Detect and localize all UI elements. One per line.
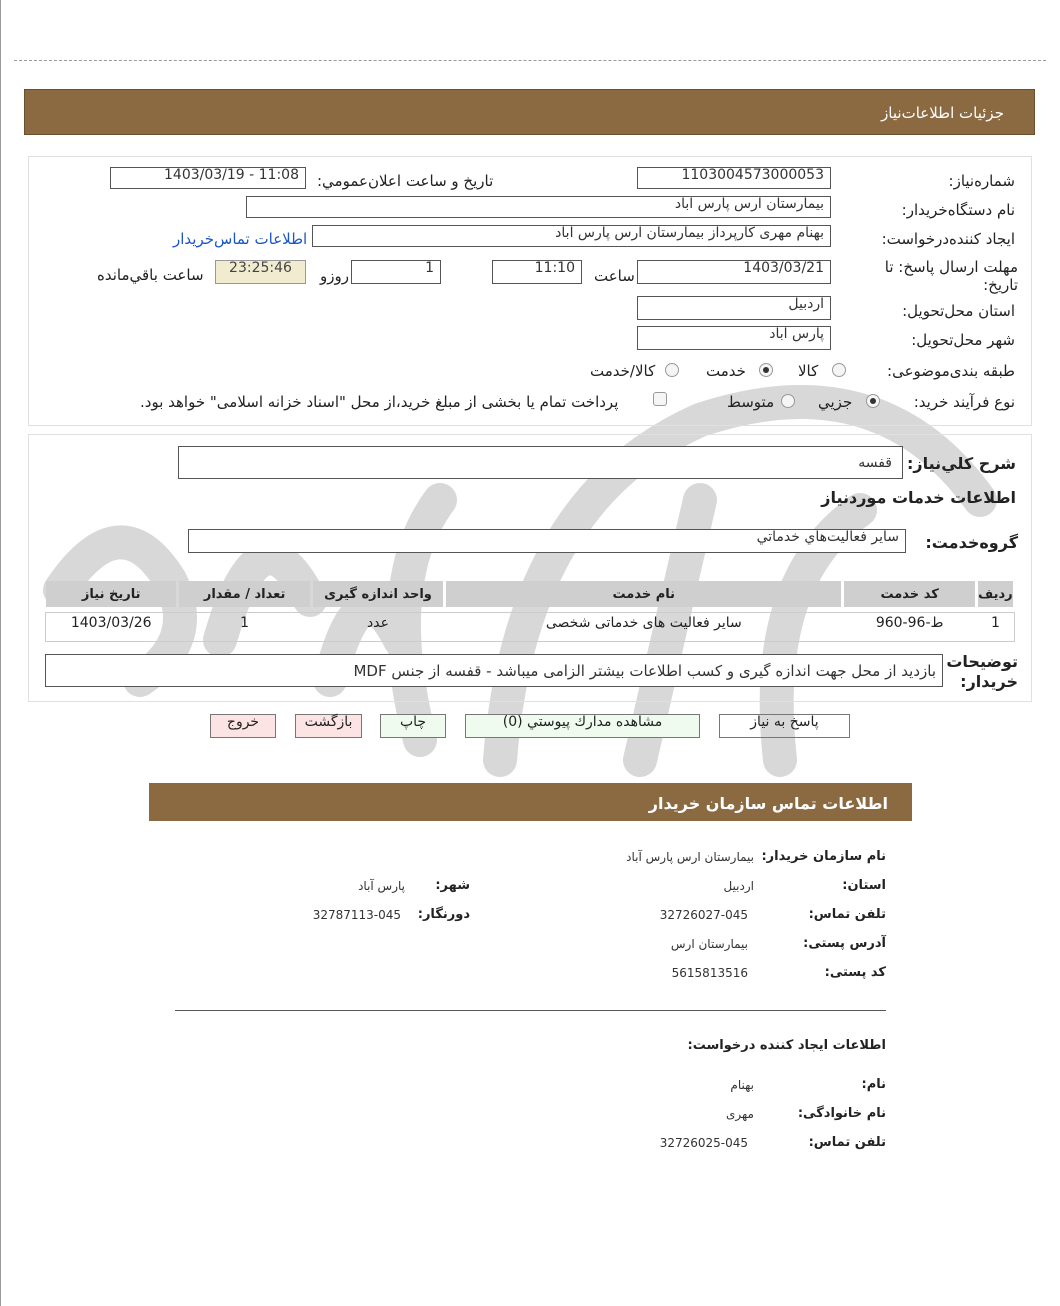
need-number-label: شماره‌نیاز: xyxy=(948,172,1015,190)
services-table xyxy=(43,578,1016,639)
requester-field: بهنام مهری کارپرداز بیمارستان ارس پارس آباد xyxy=(312,225,831,247)
creator-name-value: بهنام xyxy=(730,1078,754,1092)
category-radio-goods[interactable] xyxy=(832,363,846,377)
treasury-payment-checkbox[interactable] xyxy=(653,392,667,406)
reply-button[interactable]: پاسخ به نياز xyxy=(719,714,850,738)
process-option-medium: متوسط xyxy=(727,393,775,411)
contact-divider xyxy=(175,1010,886,1011)
contact-postal-value: 5615813516 xyxy=(671,966,748,980)
deadline-label: مهلت ارسال پاسخ: تا تاريخ: xyxy=(884,258,1018,294)
deadline-hour-label: ساعت xyxy=(594,267,635,285)
announce-date-field: 1403/03/19 - 11:08 xyxy=(110,167,306,189)
category-label: طبقه بندی‌موضوعی: xyxy=(887,362,1015,380)
process-label: نوع فرآيند خريد: xyxy=(913,393,1015,411)
services-heading: اطلاعات خدمات موردنياز xyxy=(821,488,1016,507)
top-divider xyxy=(14,60,1046,61)
treasury-payment-note: پرداخت تمام يا بخشی از مبلغ خريد،از محل "اسناد خزانه اسلامی" خواهد بود. xyxy=(140,393,619,411)
buyer-contact-link[interactable]: اطلاعات تماس‌خريدار xyxy=(173,230,308,248)
buyer-org-field: بیمارستان ارس پارس اباد xyxy=(246,196,831,218)
buyer-notes-field: بازدید از محل جهت اندازه گیری و کسب اطلاعات بیشتر الزامی میباشد - قفسه از جنس MDF xyxy=(45,654,943,687)
contact-postal-label: کد پستی: xyxy=(824,965,886,980)
contact-fax-value: 32787113-045 xyxy=(312,908,401,922)
exit-button[interactable]: خروج xyxy=(210,714,276,738)
need-number-field: 1103004573000053 xyxy=(637,167,831,189)
category-option-service: خدمت xyxy=(706,362,746,380)
deadline-date-field: 1403/03/21 xyxy=(637,260,831,284)
buyer-notes-label: توضيحات خريدار: xyxy=(946,652,1018,691)
city-label: شهر محل‌تحویل: xyxy=(911,331,1015,349)
requester-label: ايجاد كننده‌درخواست: xyxy=(881,230,1015,248)
service-group-field: ساير فعاليت‌هاي خدماتي xyxy=(188,529,906,553)
creator-family-value: مهری xyxy=(726,1107,754,1121)
contact-province-value: اردبیل xyxy=(723,879,754,893)
days-field: 1 xyxy=(351,260,441,284)
category-radio-service[interactable] xyxy=(759,363,773,377)
contact-address-label: آدرس پستی: xyxy=(803,936,886,951)
col-quantity: تعداد / مقدار xyxy=(179,581,309,607)
province-label: استان محل‌تحویل: xyxy=(902,302,1015,320)
contact-org-label: نام سازمان خریدار: xyxy=(761,849,886,864)
process-radio-minor[interactable] xyxy=(866,394,880,408)
creator-section-title: اطلاعات ایجاد کننده درخواست: xyxy=(687,1038,886,1053)
contact-phone-value: 32726027-045 xyxy=(659,908,748,922)
col-row-number: رديف xyxy=(978,581,1013,607)
cell-need-date: 1403/03/26 xyxy=(70,615,152,631)
creator-family-label: نام خانوادگی: xyxy=(797,1106,886,1121)
contact-address-value: بیمارستان ارس xyxy=(670,937,748,951)
cell-service-name: سایر فعالیت های خدماتی شخصی xyxy=(545,615,742,631)
services-table-header xyxy=(46,581,1013,607)
deadline-time-field: 11:10 xyxy=(492,260,582,284)
contact-org-value: بیمارستان ارس پارس آباد xyxy=(626,850,754,864)
col-need-date: تاريخ نياز xyxy=(46,581,176,607)
remaining-label: ساعت باقي‌مانده xyxy=(97,266,204,284)
summary-label: شرح کلي‌نياز: xyxy=(907,454,1016,473)
process-option-minor: جزيي xyxy=(818,393,853,411)
col-service-code: کد خدمت xyxy=(844,581,974,607)
details-header-title: جزئيات اطلاعات‌نياز xyxy=(881,104,1004,122)
process-radio-medium[interactable] xyxy=(781,394,795,408)
cell-row-number: 1 xyxy=(990,615,1000,631)
contact-fax-label: دورنگار: xyxy=(417,907,470,922)
contact-province-label: استان: xyxy=(842,878,886,893)
details-header-bar xyxy=(24,89,1035,135)
category-option-goods: کالا xyxy=(798,362,819,380)
contact-header-title: اطلاعات تماس سازمان خریدار xyxy=(648,794,888,813)
remaining-timer: 23:25:46 xyxy=(215,260,306,284)
province-field: اردبیل xyxy=(637,296,831,320)
contact-city-label: شهر: xyxy=(435,878,470,893)
contact-city-value: پارس آباد xyxy=(358,879,405,893)
back-button[interactable]: بازگشت xyxy=(295,714,362,738)
summary-field: قفسه xyxy=(178,446,903,479)
table-row xyxy=(46,610,1013,636)
page-frame-left xyxy=(0,0,1,1306)
city-field: پارس آباد xyxy=(637,326,831,350)
cell-service-code: ط-96-960 xyxy=(875,615,944,631)
contact-phone-label: تلفن تماس: xyxy=(808,907,886,922)
buyer-org-label: نام دستگاه‌خريدار: xyxy=(901,201,1015,219)
announce-date-label: تاريخ و ساعت اعلان‌عمومي: xyxy=(317,172,494,190)
print-button[interactable]: چاپ xyxy=(380,714,446,738)
attachments-button[interactable]: مشاهده مدارك پيوستي (0) xyxy=(465,714,700,738)
category-option-goods-service: کالا/خدمت xyxy=(590,362,656,380)
creator-phone-label: تلفن تماس: xyxy=(808,1135,886,1150)
days-label: روزو xyxy=(320,267,349,285)
creator-name-label: نام: xyxy=(861,1077,886,1092)
col-service-name: نام خدمت xyxy=(446,581,841,607)
contact-header-bar xyxy=(149,783,912,821)
service-group-label: گروه‌خدمت: xyxy=(925,533,1018,552)
cell-quantity: 1 xyxy=(240,615,250,631)
col-unit: واحد اندازه گيری xyxy=(313,581,443,607)
cell-unit: عدد xyxy=(367,615,389,631)
creator-phone-value: 32726025-045 xyxy=(659,1136,748,1150)
category-radio-goods-service[interactable] xyxy=(665,363,679,377)
